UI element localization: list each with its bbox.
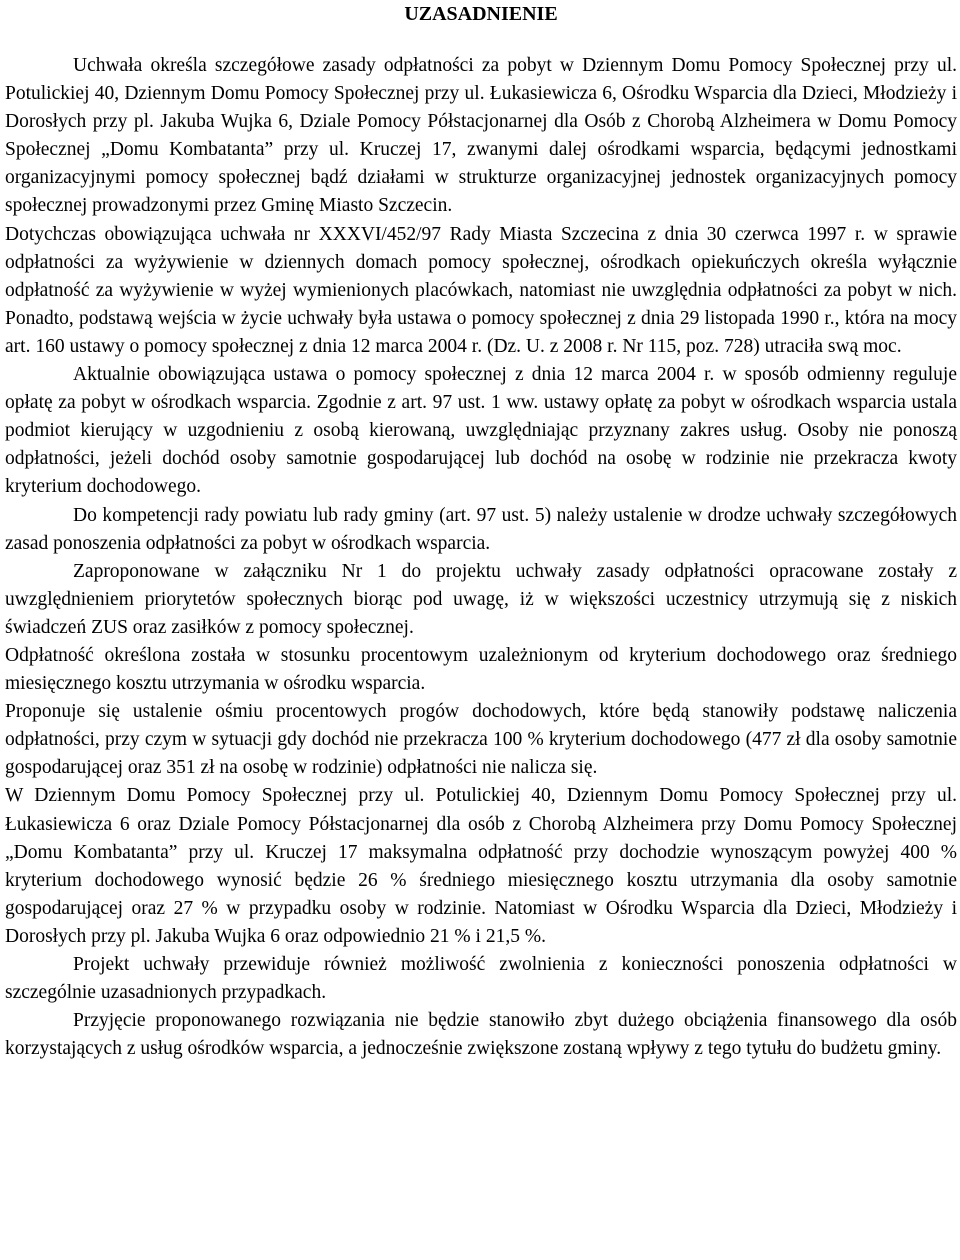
paragraph-8: W Dziennym Domu Pomocy Społecznej przy ul. Potulickiej 40, Dziennym Domu Pomocy Społecznej przy ul. Łukasiewicza 6 oraz Dziale Pomocy Półstacjonarnej dla osób z Chorobą Alzheimera przy Domu Pomocy Społecznej „Domu Kombatanta” przy ul. Kruczej 17 maksymalna odpłatność przy dochodzie wynoszącym powyżej 400 % kryterium dochodowego wynosić będzie 26 % średniego miesięcznego kosztu utrzymania dla osoby samotnie gospodarującej oraz 27 % w przypadku osoby w rodzinie. Natomiast w Ośrodku Wsparcia dla Dzieci, Młodzieży i Dorosłych przy pl. Jakuba Wujka 6 oraz odpowiednio 21 % i 21,5 %. [5,785,957,947]
document-title: UZASADNIENIE [404,3,558,25]
paragraph-9: Projekt uchwały przewiduje również możliwość zwolnienia z konieczności ponoszenia odpłatności w szczególnie uzasadnionych przypadkach. [5,954,957,1004]
paragraph-10: Przyjęcie proponowanego rozwiązania nie będzie stanowiło zbyt dużego obciążenia finansowego dla osób korzystających z usług ośrodków wsparcia, a jednocześnie zwiększone zostaną wpływy z tego tytułu do budżetu gminy. [5,1010,957,1060]
title-spacer [5,28,957,52]
paragraph-5: Zaproponowane w załączniku Nr 1 do projektu uchwały zasady odpłatności opracowane zostały z uwzględnieniem priorytetów społecznych biorąc pod uwagę, iż w większości uczestnicy utrzymują się z niskich świadczeń ZUS oraz zasiłków z pomocy społecznej. [5,560,957,638]
paragraph-2: Dotychczas obowiązująca uchwała nr XXXVI/452/97 Rady Miasta Szczecina z dnia 30 czerwca 1997 r. w sprawie odpłatności za wyżywienie w dziennych domach pomocy społecznej, ośrodkach opiekuńczych określa wyłącznie odpłatność za wyżywienie w wyżej wymienionych placówkach, natomiast nie uwzględnia odpłatności za pobyt w nich. Ponadto, podstawą wejścia w życie uchwały była ustawa o pomocy społecznej z dnia 29 listopada 1990 r., która na mocy art. 160 ustawy o pomocy społecznej z dnia 12 marca 2004 r. (Dz. U. z 2008 r. Nr 115, poz. 728) utraciła swą moc. [5,223,957,357]
paragraph-7: Proponuje się ustalenie ośmiu procentowych progów dochodowych, które będą stanowiły podstawę naliczenia odpłatności, przy czym w sytuacji gdy dochód nie przekracza 100 % kryterium dochodowego (477 zł dla osoby samotnie gospodarującej oraz 351 zł na osobę w rodzinie) odpłatności nie nalicza się. [5,701,957,779]
paragraph-3: Aktualnie obowiązująca ustawa o pomocy społecznej z dnia 12 marca 2004 r. w sposób odmienny reguluje opłatę za pobyt w ośrodkach wsparcia. Zgodnie z art. 97 ust. 1 ww. ustawy opłatę za pobyt w ośrodkach wsparcia ustala podmiot kierujący w uzgodnieniu z osobą kierowaną, uwzględniając przyznany zakres usług. Osoby nie ponoszą odpłatności, jeżeli dochód osoby samotnie gospodarującej lub dochód na osobę w rodzinie nie przekracza kwoty kryterium dochodowego. [5,364,957,498]
paragraph-4: Do kompetencji rady powiatu lub rady gminy (art. 97 ust. 5) należy ustalenie w drodze uchwały szczegółowych zasad ponoszenia odpłatności za pobyt w ośrodkach wsparcia. [5,504,957,554]
paragraph-6: Odpłatność określona została w stosunku procentowym uzależnionym od kryterium dochodowego oraz średniego miesięcznego kosztu utrzymania w ośrodku wsparcia. [5,644,957,695]
paragraph-1: Uchwała określa szczegółowe zasady odpłatności za pobyt w Dziennym Domu Pomocy Społecznej przy ul. Potulickiej 40, Dziennym Domu Pomocy Społecznej przy ul. Łukasiewicza 6, Ośrodku Wsparcia dla Dzieci, Młodzieży i Dorosłych przy pl. Jakuba Wujka 6, Dziale Pomocy Półstacjonarnej dla Osób z Chorobą Alzheimera w Domu Pomocy Społecznej „Domu Kombatanta” przy ul. Kruczej 17, zwanymi dalej ośrodkami wsparcia, będącymi jednostkami organizacyjnymi pomocy społecznej bądź działami w strukturze organizacyjnej jednostek organizacyjnych pomocy społecznej prowadzonymi przez Gminę Miasto Szczecin. [5,55,957,217]
